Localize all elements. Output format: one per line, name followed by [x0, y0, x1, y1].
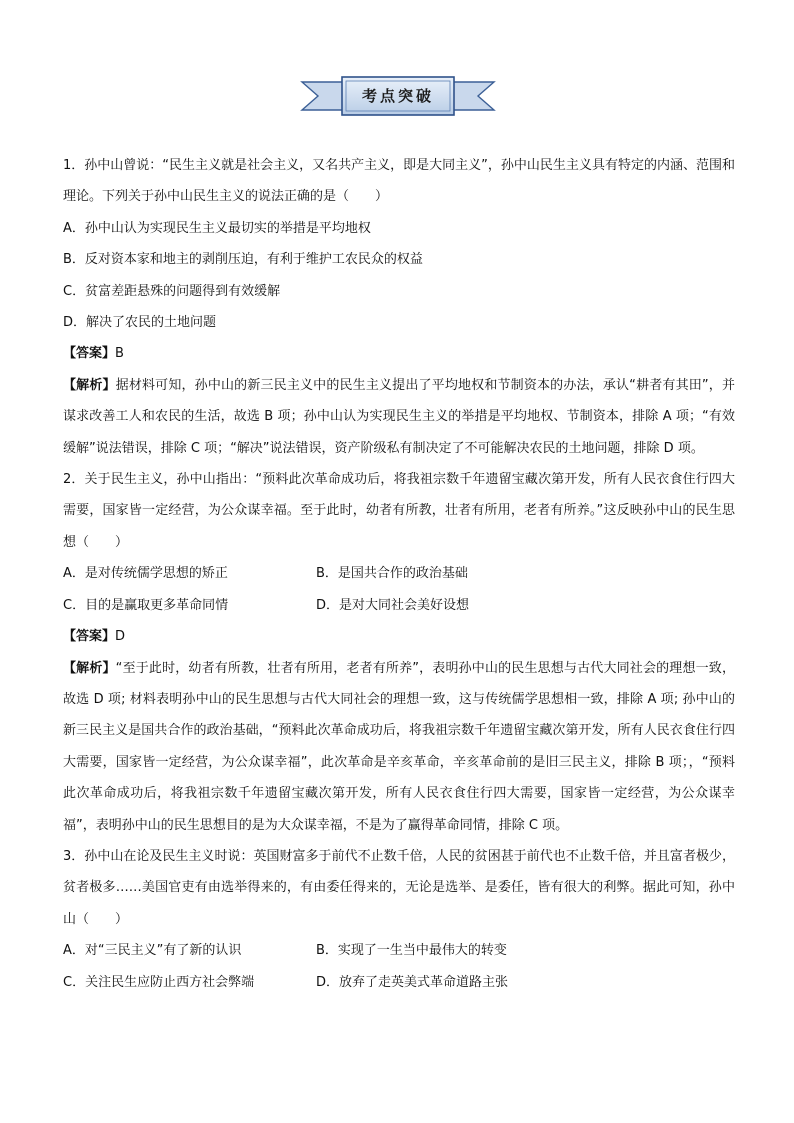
question-3-option-a: A．对“三民主义”有了新的认识	[63, 943, 242, 959]
question-3-options-row-2	[63, 967, 735, 998]
question-2-option-d: D．是对大同社会美好设想	[316, 597, 470, 613]
analysis-text: 据材料可知，孙中山的新三民主义中的民生主义提出了平均地权和节制资本的办法，承认“耕者有其田”，并谋求改善工人和农民的生活，故选 B 项；孙中山认为实现民生主义的举措是平均地权、节制资本，排除 A 项；“有效缓解”说法错误，排除 C 项；“解决”说法错误，资产阶级私有制决定了不可能解决农民的土地问题，排除 D 项。	[63, 377, 735, 456]
question-1-option-b: B．反对资本家和地主的剥削压迫，有利于维护工农民众的权益	[63, 252, 423, 268]
question-1-stem: 1．孙中山曾说：“民生主义就是社会主义，又名共产主义，即是大同主义”，孙中山民生主义具有特定的内涵、范围和理论。下列关于孙中山民生主义的说法正确的是（ ）	[63, 158, 735, 205]
question-3-option-b: B．实现了一生当中最伟大的转变	[316, 943, 507, 959]
answer-label: 【答案】	[63, 629, 116, 645]
question-1-option-d: D．解决了农民的土地问题	[63, 315, 217, 331]
answer-value: B	[115, 346, 124, 362]
question-2-option-a: A．是对传统儒学思想的矫正	[63, 566, 228, 582]
question-3-options-row-1	[63, 935, 735, 966]
answer-value: D	[115, 629, 126, 645]
question-2-analysis	[63, 653, 735, 841]
question-1-option-a: A．孙中山认为实现民生主义最切实的举措是平均地权	[63, 220, 371, 236]
banner-title: 考点突破	[361, 87, 434, 105]
question-1-analysis	[63, 370, 735, 464]
question-2-options-row-1	[63, 558, 735, 589]
question-3-option-d: D．放弃了走英美式革命道路主张	[316, 974, 509, 990]
section-banner	[300, 74, 496, 118]
question-2-stem: 2．关于民生主义，孙中山指出：“预料此次革命成功后，将我祖宗数千年遗留宝藏次第开发，所有人民衣食住行四大需要，国家皆一定经营，为公众谋幸福。至于此时，幼者有所教，壮者有所用，老者有所养。”这反映孙中山的民生思想（ ）	[63, 472, 735, 550]
question-3-option-c: C．关注民生应防止西方社会弊端	[63, 974, 255, 990]
answer-label: 【答案】	[63, 346, 116, 362]
question-2-option-c: C．目的是赢取更多革命同情	[63, 597, 229, 613]
question-2-answer	[63, 621, 735, 652]
analysis-text: “至于此时，幼者有所教，壮者有所用，老者有所养”，表明孙中山的民生思想与古代大同社会的理想一致，故选 D 项; 材料表明孙中山的民生思想与古代大同社会的理想一致，这与传统儒学思想相一致，排除 A 项; 孙中山的新三民主义是国共合作的政治基础，“预料此次革命成功后，将我祖宗数千年遗留宝藏次第开发，所有人民衣食住行四大需要，国家皆一定经营，为公众谋幸福”，此次革命是辛亥革命，辛亥革命前的是旧三民主义，排除 B 项；，“预料此次革命成功后，将我祖宗数千年遗留宝藏次第开发，所有人民衣食住行四大需要，国家皆一定经营，为公众谋幸福”，表明孙中山的民生思想目的是为大众谋幸福，不是为了赢得革命同情，排除 C 项。	[63, 660, 735, 833]
questions-content	[63, 150, 735, 998]
question-2-option-b: B．是国共合作的政治基础	[316, 566, 468, 582]
question-3-stem: 3．孙中山在论及民生主义时说：英国财富多于前代不止数千倍，人民的贫困甚于前代也不止数千倍，并且富者极少，贫者极多……美国官吏有由选举得来的，有由委任得来的，无论是选举、是委任，皆有很大的利弊。据此可知，孙中山（ ）	[63, 848, 735, 927]
question-2-options-row-2	[63, 590, 735, 621]
question-1-answer	[63, 338, 735, 369]
question-1-option-c: C．贫富差距悬殊的问题得到有效缓解	[63, 283, 281, 299]
analysis-label: 【解析】	[63, 377, 116, 393]
analysis-label: 【解析】	[63, 660, 116, 676]
